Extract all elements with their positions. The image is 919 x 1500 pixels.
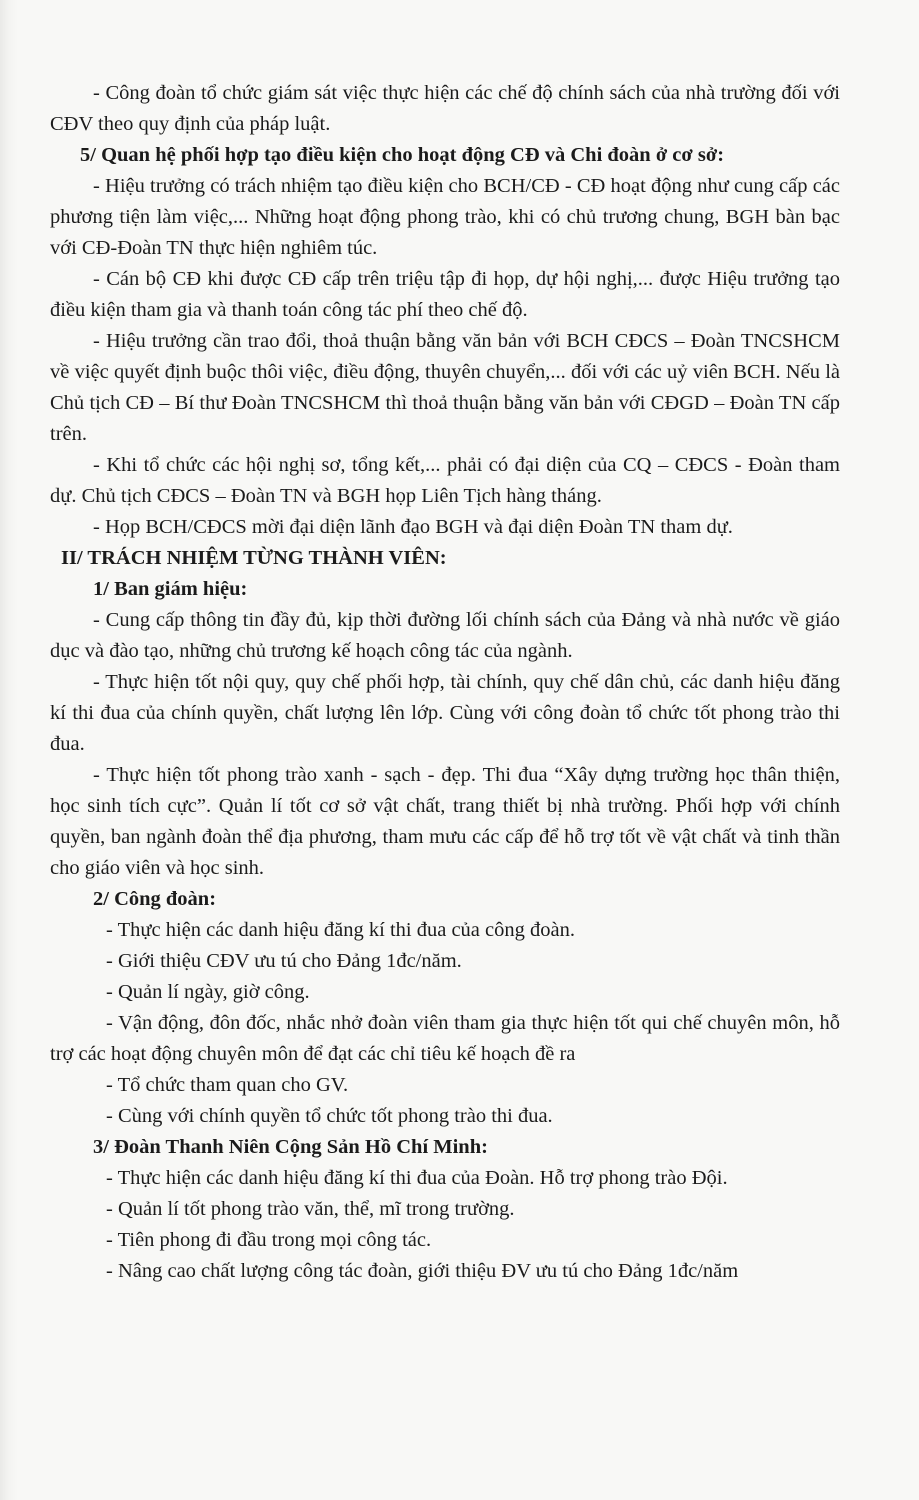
document-body bbox=[50, 78, 840, 1287]
paragraph-board-info: - Cung cấp thông tin đầy đủ, kịp thời đường lối chính sách của Đảng và nhà nước về giáo dục và đào tạo, những chủ trương kế hoạch công tác của ngành. bbox=[50, 609, 840, 662]
list-item: - Thực hiện các danh hiệu đăng kí thi đua của Đoàn. Hỗ trợ phong trào Đội. bbox=[106, 1167, 728, 1189]
section-heading-5: 5/ Quan hệ phối hợp tạo điều kiện cho hoạt động CĐ và Chi đoàn ở cơ sở: bbox=[80, 144, 725, 166]
subheading-union: 2/ Công đoàn: bbox=[93, 888, 217, 910]
list-item: - Cùng với chính quyền tổ chức tốt phong trào thi đua. bbox=[106, 1105, 553, 1127]
list-item: - Nâng cao chất lượng công tác đoàn, giới thiệu ĐV ưu tú cho Đảng 1đc/năm bbox=[106, 1260, 739, 1282]
list-item: - Quản lí ngày, giờ công. bbox=[106, 981, 310, 1003]
paragraph-union-officer-meetings: - Cán bộ CĐ khi được CĐ cấp trên triệu tập đi họp, dự hội nghị,... được Hiệu trưởng tạo điều kiện tham gia và thanh toán công tác phí theo chế độ. bbox=[50, 268, 840, 321]
list-item: - Tiên phong đi đầu trong mọi công tác. bbox=[106, 1229, 432, 1251]
list-item: - Thực hiện các danh hiệu đăng kí thi đua của công đoàn. bbox=[106, 919, 575, 941]
paragraph-bch-meetings: - Họp BCH/CĐCS mời đại diện lãnh đạo BGH và đại diện Đoàn TN tham dự. bbox=[93, 516, 733, 538]
section-heading-ii: II/ TRÁCH NHIỆM TỪNG THÀNH VIÊN: bbox=[61, 547, 447, 569]
paragraph-union-supervision: - Công đoàn tổ chức giám sát việc thực hiện các chế độ chính sách của nhà trường đối với CĐV theo quy định của pháp luật. bbox=[50, 82, 840, 135]
paragraph-board-regulations: - Thực hiện tốt nội quy, quy chế phối hợp, tài chính, quy chế dân chủ, các danh hiệu đăng kí thi đua của chính quyền, chất lượng lên lớp. Cùng với công đoàn tổ chức tốt phong trào thi đua. bbox=[50, 671, 840, 755]
list-item: - Tổ chức tham quan cho GV. bbox=[106, 1074, 349, 1096]
list-item: - Quản lí tốt phong trào văn, thể, mĩ trong trường. bbox=[106, 1198, 515, 1220]
subheading-board: 1/ Ban giám hiệu: bbox=[93, 578, 248, 600]
paragraph-principal-responsibility: - Hiệu trưởng có trách nhiệm tạo điều kiện cho BCH/CĐ - CĐ hoạt động như cung cấp các phương tiện làm việc,... Những hoạt động phong trào, khi có chủ trương chung, BGH bàn bạc với CĐ-Đoàn TN thực hiện nghiêm túc. bbox=[50, 175, 840, 259]
subheading-youth-union: 3/ Đoàn Thanh Niên Cộng Sản Hồ Chí Minh: bbox=[93, 1136, 488, 1158]
list-item: - Vận động, đôn đốc, nhắc nhở đoàn viên tham gia thực hiện tốt qui chế chuyên môn, hỗ trợ các hoạt động chuyên môn để đạt các chỉ tiêu kế hoạch đề ra bbox=[50, 1012, 840, 1065]
paragraph-conferences: - Khi tổ chức các hội nghị sơ, tổng kết,... phải có đại diện của CQ – CĐCS - Đoàn tham dự. Chủ tịch CĐCS – Đoàn TN và BGH họp Liên Tịch hàng tháng. bbox=[50, 454, 840, 507]
paragraph-board-green-clean: - Thực hiện tốt phong trào xanh - sạch - đẹp. Thi đua “Xây dựng trường học thân thiện, học sinh tích cực”. Quản lí tốt cơ sở vật chất, trang thiết bị nhà trường. Phối hợp với chính quyền, ban ngành đoàn thể địa phương, tham mưu các cấp để hỗ trợ tốt về vật chất và tinh thần cho giáo viên và học sinh. bbox=[50, 764, 840, 879]
list-item: - Giới thiệu CĐV ưu tú cho Đảng 1đc/năm. bbox=[106, 950, 462, 972]
paragraph-principal-agreement: - Hiệu trưởng cần trao đổi, thoả thuận bằng văn bản với BCH CĐCS – Đoàn TNCSHCM về việc quyết định buộc thôi việc, điều động, thuyên chuyển,... đối với các uỷ viên BCH. Nếu là Chủ tịch CĐ – Bí thư Đoàn TNCSHCM thì thoả thuận bằng văn bản với CĐGD – Đoàn TN cấp trên. bbox=[50, 330, 840, 445]
